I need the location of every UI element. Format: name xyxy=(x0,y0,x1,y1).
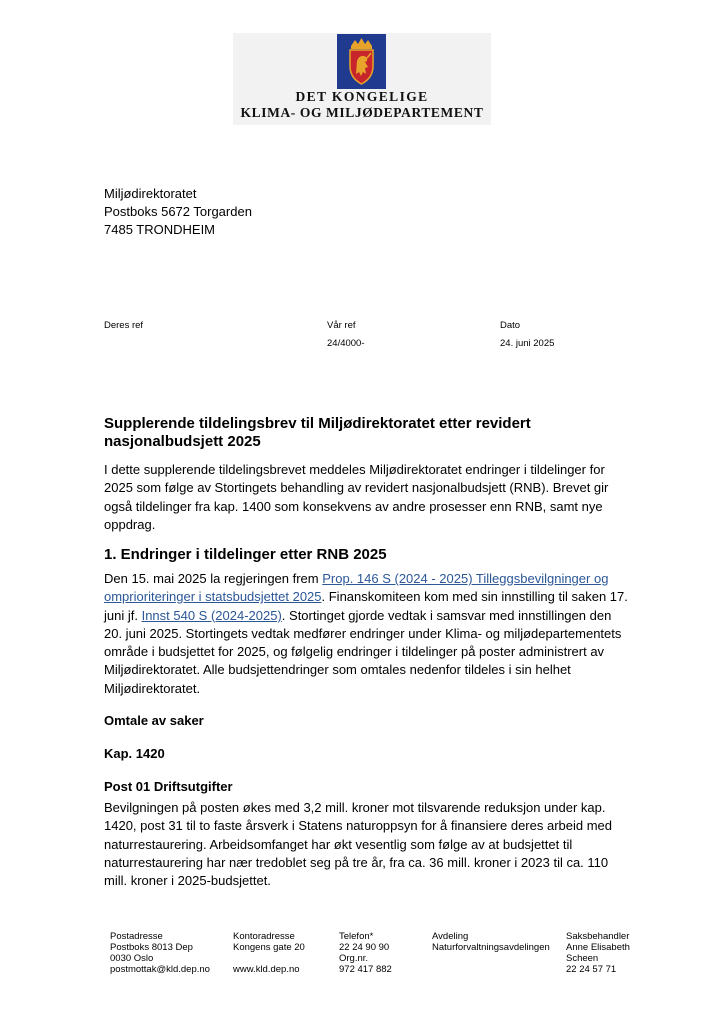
footer-text: Org.nr. xyxy=(339,953,369,964)
var-ref-label: Vår ref xyxy=(327,320,356,331)
footer-email[interactable]: postmottak@kld.dep.no xyxy=(110,964,210,975)
letterhead-line1: DET KONGELIGE xyxy=(295,89,429,104)
norwegian-coat-of-arms-icon xyxy=(337,34,386,89)
recipient-city: 7485 TRONDHEIM xyxy=(104,222,216,237)
footer-text xyxy=(233,953,305,964)
footer-label: Saksbehandler xyxy=(566,931,630,942)
footer-saksbehandler xyxy=(566,931,630,975)
letter-title: Supplerende tildelingsbrev til Miljødirektoratet etter revidert nasjonalbudsjett 2025 xyxy=(104,415,531,450)
footer-text: Kongens gate 20 xyxy=(233,942,305,953)
footer-text: 972 417 882 xyxy=(339,964,392,975)
footer-kontoradresse xyxy=(233,931,305,975)
dato-value: 24. juni 2025 xyxy=(500,338,555,349)
recipient-name: Miljødirektoratet xyxy=(104,186,197,201)
deres-ref-label: Deres ref xyxy=(104,320,144,331)
footer-label: Kontoradresse xyxy=(233,931,295,942)
footer-text: Scheen xyxy=(566,953,599,964)
letterhead-line2: KLIMA- OG MILJØDEPARTEMENT xyxy=(240,105,484,120)
kap-heading: Kap. 1420 xyxy=(104,746,165,761)
section-heading: 1. Endringer i tildelinger etter RNB 2025 xyxy=(104,546,387,563)
innst-540-link[interactable]: Innst 540 S (2024-2025) xyxy=(141,607,282,623)
prop-146-link[interactable]: Prop. 146 S (2024 - 2025) Tilleggsbevilgninger og omprioriteringer i statsbudsjettet 2025 xyxy=(104,571,609,605)
recipient-street: Postboks 5672 Torgarden xyxy=(104,204,252,219)
footer-text: Postboks 8013 Dep xyxy=(110,942,193,953)
footer-text: 22 24 90 90 xyxy=(339,942,390,953)
letterhead xyxy=(233,33,491,125)
intro-paragraph: I dette supplerende tildelingsbrevet meddeles Miljødirektoratet endringer i tildelinger for 2025 som følge av Stortingets behandling av revidert nasjonalbudsjett (RNB). Brevet gir også tildelinger fra kap. 1400 som konsekvens av andre prosesser enn RNB, samt nye oppdrag. xyxy=(104,462,609,532)
dato-label: Dato xyxy=(500,320,521,331)
omtale-heading: Omtale av saker xyxy=(104,713,204,728)
footer-text: 22 24 57 71 xyxy=(566,964,617,975)
footer-label: Avdeling xyxy=(432,931,469,942)
post-heading: Post 01 Driftsutgifter xyxy=(104,779,233,794)
var-ref-value: 24/4000- xyxy=(327,338,365,349)
section-paragraph xyxy=(104,570,632,698)
footer-text: 0030 Oslo xyxy=(110,953,154,964)
footer-label: Postadresse xyxy=(110,931,163,942)
footer-website[interactable]: www.kld.dep.no xyxy=(233,964,300,975)
footer-label: Telefon* xyxy=(339,931,374,942)
post-paragraph: Bevilgningen på posten økes med 3,2 mill. kroner mot tilsvarende reduksjon under kap. 1420, post 31 til to faste årsverk i Statens naturoppsyn for å finansiere deres arbeid med naturrestaurering. Arbeidsomfanget har økt vesentlig som følge av at budsjettet til naturrestaurering har nær tredoblet seg på tre år, fra ca. 36 mill. kroner i 2023 til ca. 110 mill. kroner i 2025-budsjettet. xyxy=(104,800,613,889)
paragraph-text: Den 15. mai 2025 la regjeringen frem xyxy=(104,571,323,586)
footer-avdeling xyxy=(432,931,550,953)
paragraph-text: . Stortinget gjorde vedtak i samsvar med innstillingen den 20. juni 2025. Stortingets vedtak medfører endringer under Klima- og miljødepartementets område i budsjettet for 2025, og følgelig endringer i tildelinger på poster administrert av Miljødirektoratet. Alle budsjettendringer som omtales nedenfor tildeles i sin helhet Miljødirektoratet. xyxy=(104,607,622,696)
recipient-address xyxy=(104,185,252,239)
paragraph-text: . Finanskomiteen kom med sin innstilling til saken 17. juni jf. xyxy=(104,589,628,623)
footer-postadresse xyxy=(110,931,210,975)
footer-text: Anne Elisabeth xyxy=(566,942,630,953)
footer-telefon xyxy=(339,931,392,975)
footer-text: Naturforvaltningsavdelingen xyxy=(432,942,550,953)
